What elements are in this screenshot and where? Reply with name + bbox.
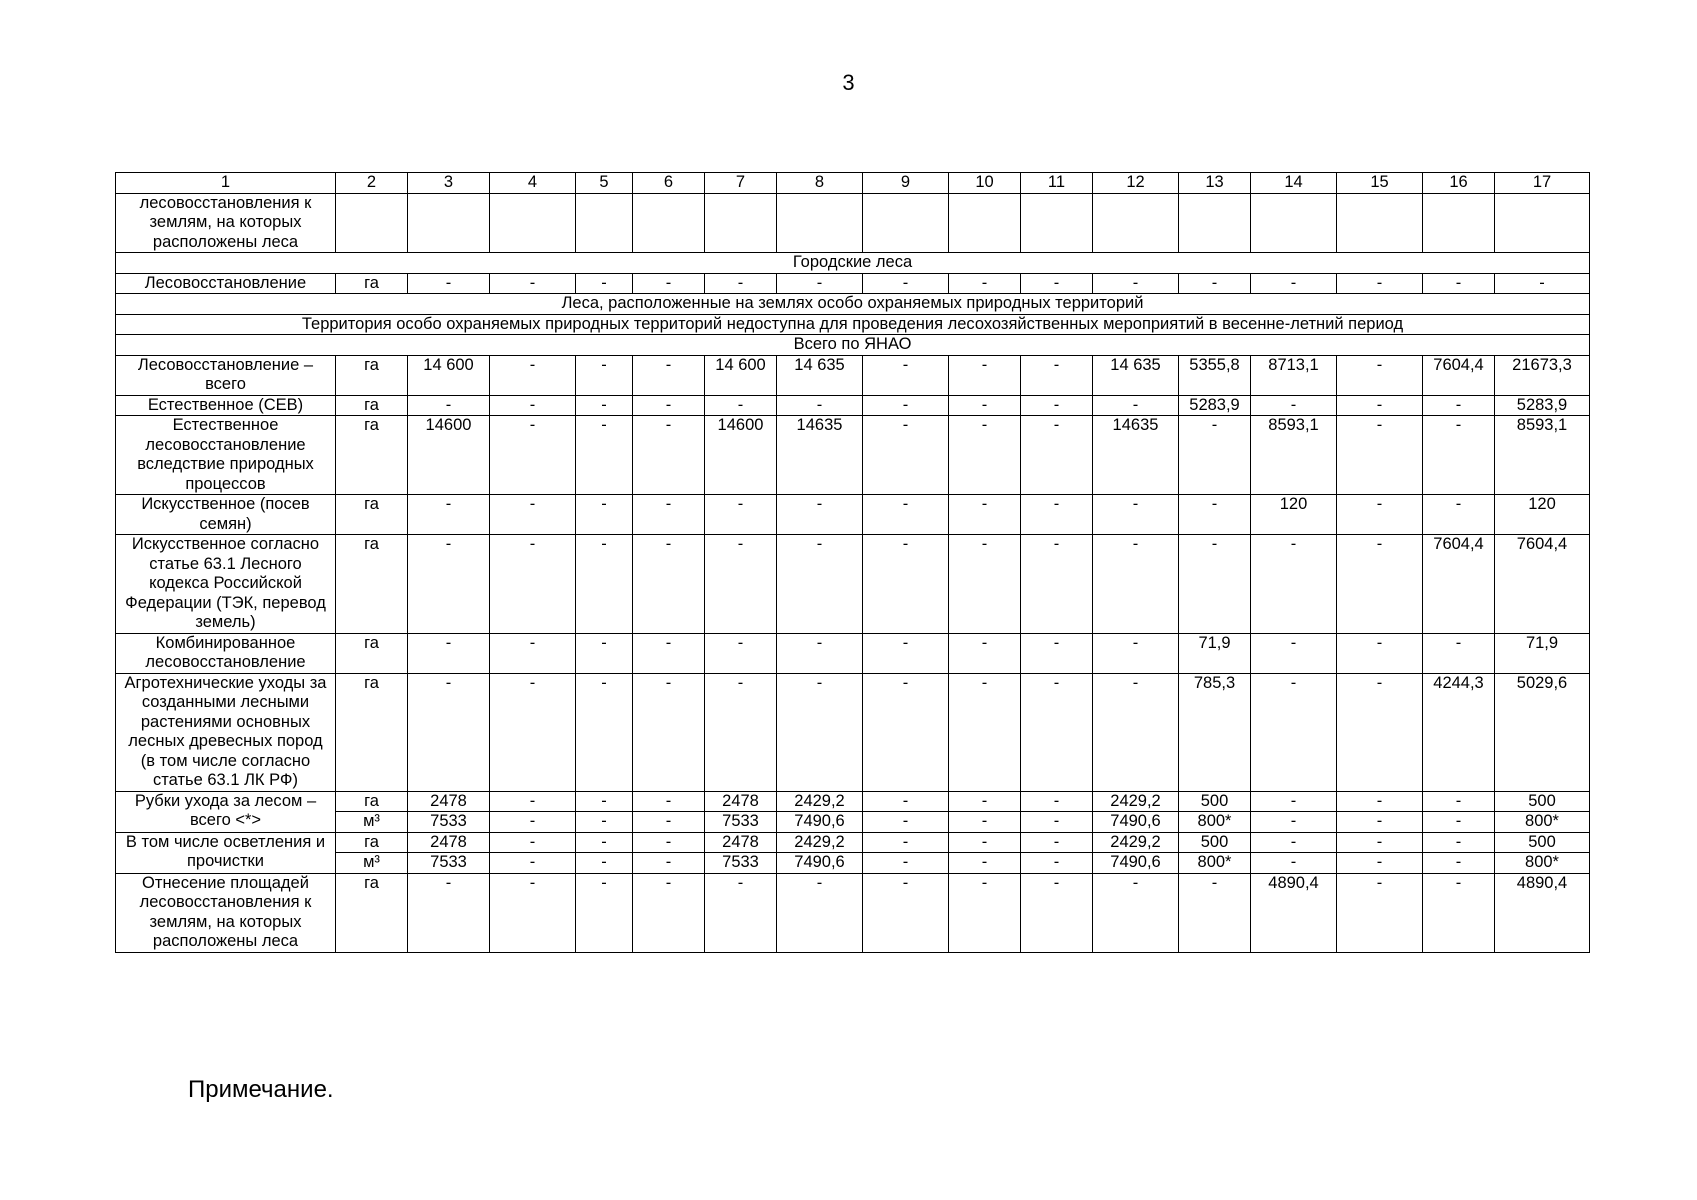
value-cell: 800* [1495, 812, 1590, 833]
value-cell: - [490, 535, 576, 634]
value-cell: - [1423, 873, 1495, 952]
unit-cell: га [336, 873, 408, 952]
value-cell: 2429,2 [777, 791, 863, 812]
value-cell: 21673,3 [1495, 355, 1590, 395]
value-cell: - [1423, 416, 1495, 495]
value-cell: 4890,4 [1495, 873, 1590, 952]
value-cell: - [633, 416, 705, 495]
value-cell: - [1337, 416, 1423, 495]
unit-cell: м³ [336, 853, 408, 874]
value-cell: - [1337, 873, 1423, 952]
value-cell: - [1021, 416, 1093, 495]
value-cell: - [408, 535, 490, 634]
value-cell: - [576, 832, 633, 853]
value-cell: - [705, 535, 777, 634]
value-cell: - [1021, 853, 1093, 874]
value-cell: 5355,8 [1179, 355, 1251, 395]
value-cell: - [1179, 535, 1251, 634]
value-cell: 500 [1495, 832, 1590, 853]
value-cell: - [1021, 495, 1093, 535]
value-cell: - [633, 673, 705, 791]
value-cell: - [1021, 673, 1093, 791]
value-cell: - [490, 355, 576, 395]
value-cell [949, 193, 1021, 253]
value-cell: - [777, 273, 863, 294]
value-cell: - [490, 495, 576, 535]
value-cell: 14600 [408, 416, 490, 495]
table-row [116, 812, 1590, 833]
value-cell: 4890,4 [1251, 873, 1337, 952]
column-number-cell: 15 [1337, 173, 1423, 194]
value-cell: - [1423, 273, 1495, 294]
row-label: Естественное (СЕВ) [116, 395, 336, 416]
unit-cell: га [336, 273, 408, 294]
value-cell: - [949, 812, 1021, 833]
value-cell: - [863, 853, 949, 874]
value-cell: 2478 [408, 791, 490, 812]
value-cell: - [1093, 495, 1179, 535]
value-cell: 14635 [777, 416, 863, 495]
row-label: Искусственное согласно статье 63.1 Лесного кодекса Российской Федерации (ТЭК, перевод земель) [116, 535, 336, 634]
value-cell: 7604,4 [1423, 355, 1495, 395]
value-cell: - [408, 273, 490, 294]
value-cell: - [1423, 791, 1495, 812]
value-cell: 120 [1251, 495, 1337, 535]
value-cell: 14600 [705, 416, 777, 495]
value-cell: 2478 [705, 832, 777, 853]
unit-cell: га [336, 395, 408, 416]
value-cell: - [1251, 812, 1337, 833]
value-cell: - [576, 812, 633, 833]
value-cell: - [1179, 273, 1251, 294]
value-cell [1093, 193, 1179, 253]
value-cell: 5283,9 [1179, 395, 1251, 416]
value-cell: 7604,4 [1423, 535, 1495, 634]
section-title: Территория особо охраняемых природных территорий недоступна для проведения лесохозяйственных мероприятий в весенне-летний период [116, 314, 1590, 335]
value-cell: - [1251, 832, 1337, 853]
value-cell: - [1093, 535, 1179, 634]
value-cell: - [1337, 355, 1423, 395]
unit-cell: га [336, 495, 408, 535]
table-row [116, 395, 1590, 416]
unit-cell: га [336, 416, 408, 495]
column-number-cell: 9 [863, 173, 949, 194]
unit-cell [336, 193, 408, 253]
value-cell: - [1093, 395, 1179, 416]
value-cell: 2429,2 [1093, 832, 1179, 853]
value-cell: - [576, 873, 633, 952]
table-row [116, 832, 1590, 853]
value-cell: - [1423, 633, 1495, 673]
value-cell [1337, 193, 1423, 253]
value-cell: - [705, 395, 777, 416]
value-cell: 7490,6 [777, 812, 863, 833]
value-cell: 7533 [705, 812, 777, 833]
value-cell: - [633, 633, 705, 673]
value-cell: - [633, 273, 705, 294]
table-row [116, 355, 1590, 395]
value-cell: 2478 [705, 791, 777, 812]
unit-cell: га [336, 832, 408, 853]
value-cell: 500 [1495, 791, 1590, 812]
value-cell: - [1021, 873, 1093, 952]
value-cell: - [777, 395, 863, 416]
value-cell: - [705, 633, 777, 673]
value-cell: - [1021, 832, 1093, 853]
value-cell: - [863, 633, 949, 673]
value-cell: 800* [1179, 812, 1251, 833]
page-number: 3 [842, 70, 855, 95]
table-row [116, 535, 1590, 634]
value-cell: - [408, 495, 490, 535]
value-cell: - [408, 395, 490, 416]
value-cell: - [1021, 535, 1093, 634]
value-cell: - [576, 395, 633, 416]
value-cell: - [408, 873, 490, 952]
value-cell: - [408, 633, 490, 673]
table-row [116, 495, 1590, 535]
value-cell: - [705, 495, 777, 535]
column-number-cell: 16 [1423, 173, 1495, 194]
value-cell: - [1495, 273, 1590, 294]
value-cell: 2429,2 [777, 832, 863, 853]
row-label: лесовосстановления к землям, на которых расположены леса [116, 193, 336, 253]
value-cell: - [1337, 535, 1423, 634]
value-cell: - [633, 832, 705, 853]
value-cell: 4244,3 [1423, 673, 1495, 791]
column-number-cell: 12 [1093, 173, 1179, 194]
value-cell: - [1093, 873, 1179, 952]
value-cell: - [1337, 853, 1423, 874]
value-cell: - [949, 355, 1021, 395]
column-number-cell: 13 [1179, 173, 1251, 194]
value-cell: - [777, 673, 863, 791]
section-title: Леса, расположенные на землях особо охраняемых природных территорий [116, 294, 1590, 315]
value-cell: - [633, 355, 705, 395]
column-number-cell: 2 [336, 173, 408, 194]
value-cell: - [490, 673, 576, 791]
forest-activities-table [115, 172, 1590, 953]
value-cell: - [777, 633, 863, 673]
value-cell: - [1251, 395, 1337, 416]
value-cell: - [576, 633, 633, 673]
section-row [116, 294, 1590, 315]
value-cell: 14 600 [705, 355, 777, 395]
value-cell: - [490, 812, 576, 833]
value-cell: 500 [1179, 791, 1251, 812]
value-cell: - [949, 495, 1021, 535]
value-cell: - [490, 873, 576, 952]
value-cell: - [1251, 853, 1337, 874]
value-cell: 2429,2 [1093, 791, 1179, 812]
value-cell: - [490, 791, 576, 812]
value-cell: 500 [1179, 832, 1251, 853]
value-cell: - [633, 495, 705, 535]
value-cell: - [705, 873, 777, 952]
value-cell: - [777, 495, 863, 535]
value-cell: 8713,1 [1251, 355, 1337, 395]
value-cell: - [576, 673, 633, 791]
value-cell: 800* [1179, 853, 1251, 874]
value-cell [1251, 193, 1337, 253]
column-number-cell: 3 [408, 173, 490, 194]
value-cell: - [1337, 791, 1423, 812]
value-cell: - [1337, 832, 1423, 853]
row-label: Агротехнические уходы за созданными лесными растениями основных лесных древесных пород (в том числе согласно статье 63.1 ЛК РФ) [116, 673, 336, 791]
row-label: Рубки ухода за лесом – всего <*> [116, 791, 336, 832]
value-cell: - [949, 873, 1021, 952]
note-heading: Примечание. [188, 1076, 334, 1103]
value-cell: - [777, 535, 863, 634]
value-cell: - [1179, 416, 1251, 495]
table-row [116, 873, 1590, 952]
value-cell: - [408, 673, 490, 791]
value-cell: - [1021, 633, 1093, 673]
value-cell: - [490, 395, 576, 416]
value-cell: 14 635 [1093, 355, 1179, 395]
value-cell: - [633, 791, 705, 812]
column-number-cell: 1 [116, 173, 336, 194]
value-cell: - [949, 273, 1021, 294]
section-row [116, 335, 1590, 356]
value-cell [777, 193, 863, 253]
value-cell: - [576, 416, 633, 495]
value-cell: - [949, 853, 1021, 874]
column-number-cell: 10 [949, 173, 1021, 194]
table-row [116, 791, 1590, 812]
value-cell: 14 635 [777, 355, 863, 395]
unit-cell: га [336, 535, 408, 634]
value-cell: - [1337, 273, 1423, 294]
value-cell: - [576, 535, 633, 634]
value-cell: - [1337, 495, 1423, 535]
column-number-cell: 11 [1021, 173, 1093, 194]
value-cell: 120 [1495, 495, 1590, 535]
value-cell: - [1021, 812, 1093, 833]
table-body [116, 173, 1590, 953]
value-cell: 5029,6 [1495, 673, 1590, 791]
value-cell: - [863, 673, 949, 791]
value-cell [1179, 193, 1251, 253]
value-cell: - [949, 633, 1021, 673]
value-cell: - [949, 673, 1021, 791]
value-cell: - [863, 273, 949, 294]
value-cell [633, 193, 705, 253]
section-title: Всего по ЯНАО [116, 335, 1590, 356]
value-cell: - [863, 495, 949, 535]
table-row [116, 673, 1590, 791]
value-cell: - [949, 791, 1021, 812]
unit-cell: га [336, 633, 408, 673]
unit-cell: м³ [336, 812, 408, 833]
value-cell: 14635 [1093, 416, 1179, 495]
value-cell: 800* [1495, 853, 1590, 874]
row-label: В том числе осветления и прочистки [116, 832, 336, 873]
value-cell: - [1423, 495, 1495, 535]
value-cell: - [949, 416, 1021, 495]
value-cell: - [1423, 853, 1495, 874]
value-cell: - [633, 535, 705, 634]
value-cell: - [863, 791, 949, 812]
value-cell: 7490,6 [777, 853, 863, 874]
value-cell: 5283,9 [1495, 395, 1590, 416]
value-cell: 7490,6 [1093, 812, 1179, 833]
row-label: Комбинированное лесовосстановление [116, 633, 336, 673]
value-cell: - [490, 832, 576, 853]
column-number-cell: 6 [633, 173, 705, 194]
section-row [116, 253, 1590, 274]
value-cell: 71,9 [1495, 633, 1590, 673]
value-cell: - [1093, 673, 1179, 791]
value-cell: - [1179, 495, 1251, 535]
value-cell: - [1423, 832, 1495, 853]
column-number-cell: 8 [777, 173, 863, 194]
value-cell: - [576, 355, 633, 395]
column-number-cell: 7 [705, 173, 777, 194]
value-cell: 7533 [705, 853, 777, 874]
value-cell: - [633, 812, 705, 833]
forest-table-container [115, 172, 1590, 953]
value-cell: 2478 [408, 832, 490, 853]
column-number-cell: 14 [1251, 173, 1337, 194]
row-label: Лесовосстановление – всего [116, 355, 336, 395]
value-cell: - [949, 832, 1021, 853]
value-cell: - [863, 416, 949, 495]
value-cell [490, 193, 576, 253]
value-cell: - [490, 416, 576, 495]
value-cell: - [1337, 633, 1423, 673]
row-label: Искусственное (посев семян) [116, 495, 336, 535]
value-cell: - [1423, 812, 1495, 833]
row-label: Отнесение площадей лесовосстановления к землям, на которых расположены леса [116, 873, 336, 952]
value-cell: - [863, 873, 949, 952]
value-cell: 7490,6 [1093, 853, 1179, 874]
unit-cell: га [336, 791, 408, 812]
value-cell: - [863, 355, 949, 395]
table-row [116, 633, 1590, 673]
value-cell: - [863, 535, 949, 634]
value-cell: - [949, 395, 1021, 416]
value-cell: 785,3 [1179, 673, 1251, 791]
value-cell: - [1251, 791, 1337, 812]
value-cell: - [777, 873, 863, 952]
value-cell [1495, 193, 1590, 253]
value-cell [705, 193, 777, 253]
table-row [116, 273, 1590, 294]
value-cell: - [863, 395, 949, 416]
value-cell: - [633, 395, 705, 416]
value-cell: - [576, 853, 633, 874]
value-cell: - [1337, 673, 1423, 791]
value-cell: - [863, 832, 949, 853]
value-cell: - [1021, 355, 1093, 395]
value-cell: 8593,1 [1495, 416, 1590, 495]
value-cell: - [1337, 812, 1423, 833]
column-number-cell: 5 [576, 173, 633, 194]
value-cell: 8593,1 [1251, 416, 1337, 495]
value-cell [576, 193, 633, 253]
table-row [116, 193, 1590, 253]
value-cell: - [1251, 673, 1337, 791]
value-cell: - [633, 873, 705, 952]
column-number-cell: 4 [490, 173, 576, 194]
value-cell: - [1337, 395, 1423, 416]
value-cell [1021, 193, 1093, 253]
table-row [116, 416, 1590, 495]
row-label: Лесовосстановление [116, 273, 336, 294]
value-cell: - [1251, 633, 1337, 673]
value-cell: 7533 [408, 853, 490, 874]
value-cell: - [576, 273, 633, 294]
table-row [116, 853, 1590, 874]
value-cell: - [949, 535, 1021, 634]
value-cell: - [705, 673, 777, 791]
value-cell: - [490, 853, 576, 874]
value-cell: 7533 [408, 812, 490, 833]
header-row [116, 173, 1590, 194]
value-cell: - [1093, 273, 1179, 294]
value-cell: - [1021, 791, 1093, 812]
section-row [116, 314, 1590, 335]
value-cell: - [863, 812, 949, 833]
value-cell: - [633, 853, 705, 874]
value-cell: 71,9 [1179, 633, 1251, 673]
value-cell [408, 193, 490, 253]
value-cell: - [1251, 273, 1337, 294]
value-cell: 14 600 [408, 355, 490, 395]
value-cell: - [705, 273, 777, 294]
value-cell: - [490, 273, 576, 294]
unit-cell: га [336, 355, 408, 395]
value-cell: - [1179, 873, 1251, 952]
value-cell: - [576, 791, 633, 812]
value-cell: - [1021, 273, 1093, 294]
column-number-cell: 17 [1495, 173, 1590, 194]
value-cell: - [1423, 395, 1495, 416]
value-cell [1423, 193, 1495, 253]
value-cell: - [576, 495, 633, 535]
unit-cell: га [336, 673, 408, 791]
value-cell: 7604,4 [1495, 535, 1590, 634]
value-cell: - [1251, 535, 1337, 634]
value-cell: - [1093, 633, 1179, 673]
row-label: Естественное лесовосстановление вследствие природных процессов [116, 416, 336, 495]
value-cell [863, 193, 949, 253]
section-title: Городские леса [116, 253, 1590, 274]
value-cell: - [490, 633, 576, 673]
value-cell: - [1021, 395, 1093, 416]
